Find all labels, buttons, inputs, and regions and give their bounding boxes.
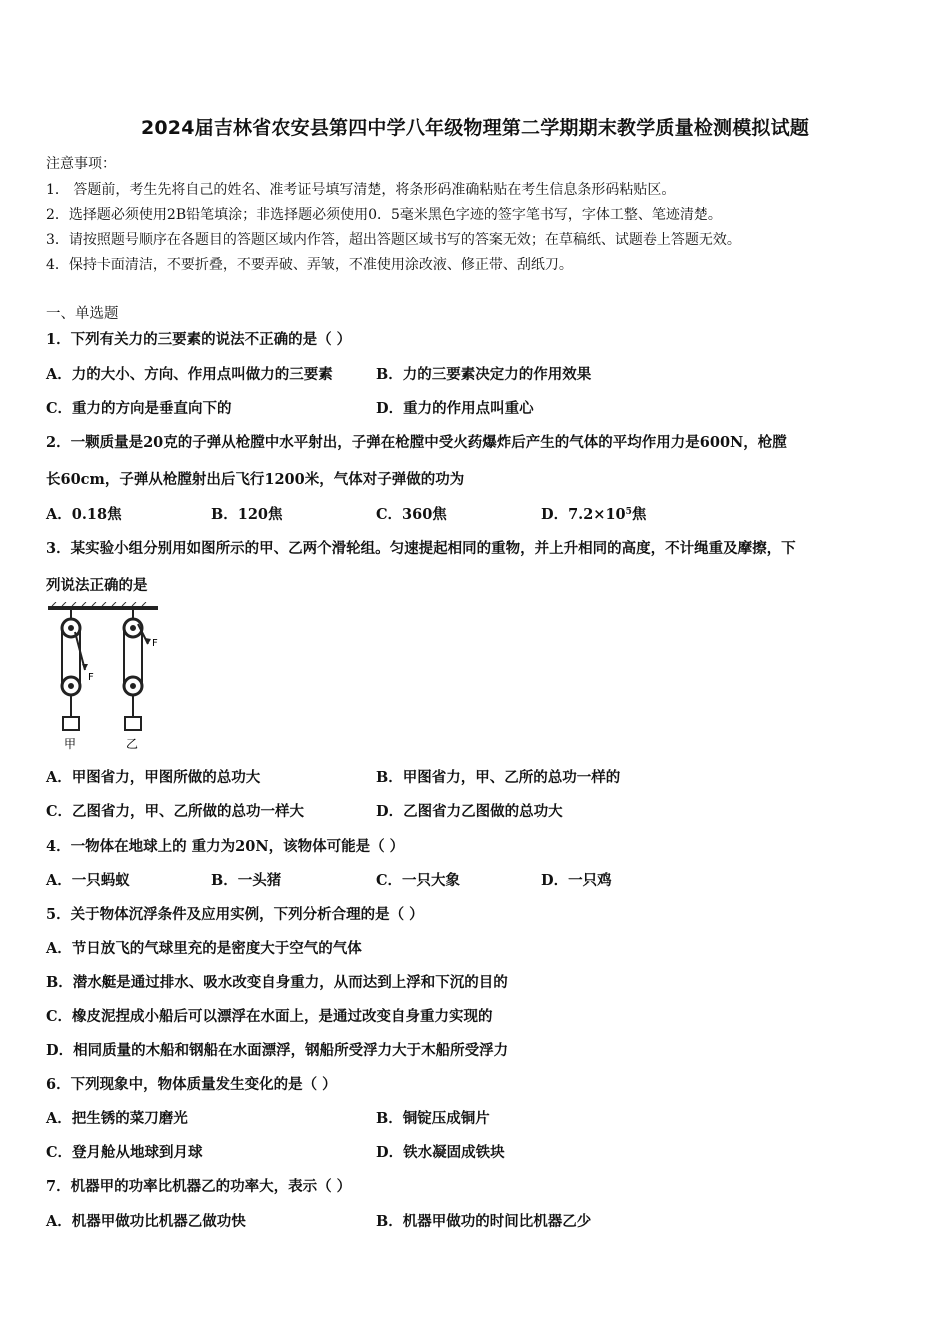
question-stem: 列说法正确的是 xyxy=(46,577,148,594)
pulley-set-yi xyxy=(124,610,151,730)
option-d: D．乙图省力乙图做的总功大 xyxy=(376,803,563,820)
option-d-unit: 焦 xyxy=(631,506,647,523)
notice-item: 1． 答题前，考生先将自己的姓名、准考证号填写清楚，将条形码准确粘贴在考生信息条形码粘贴区。 xyxy=(46,182,676,198)
question-stem: 4．一物体在地球上的 重力为20N，该物体可能是（ ） xyxy=(46,838,405,855)
option-a: A．把生锈的菜刀磨光 xyxy=(46,1110,188,1127)
option-d: D．铁水凝固成铁块 xyxy=(376,1144,505,1161)
option-c: C．橡皮泥捏成小船后可以漂浮在水面上，是通过改变自身重力实现的 xyxy=(46,1008,493,1025)
question-stem: 5．关于物体沉浮条件及应用实例，下列分析合理的是（ ） xyxy=(46,906,424,923)
option-b: B．铜锭压成铜片 xyxy=(376,1110,490,1127)
option-a: A．一只蚂蚁 xyxy=(46,872,130,889)
notice-item: 3．请按照题号顺序在各题目的答题区域内作答，超出答题区域书写的答案无效；在草稿纸、试题卷上答题无效。 xyxy=(46,232,741,248)
option-c: C．登月舱从地球到月球 xyxy=(46,1144,203,1161)
option-a: A．0.18焦 xyxy=(46,506,122,523)
section-heading: 一、单选题 xyxy=(46,306,119,322)
option-d: D．一只鸡 xyxy=(541,872,612,889)
question-stem: 3．某实验小组分别用如图所示的甲、乙两个滑轮组。匀速提起相同的重物，并上升相同的高度，不计绳重及摩擦，下 xyxy=(46,540,796,557)
option-c: C．乙图省力，甲、乙所做的总功一样大 xyxy=(46,803,305,820)
option-c: C．360焦 xyxy=(376,506,447,523)
option-d-base: D．7.2×10 xyxy=(541,506,626,523)
option-d-exponent: 5 xyxy=(625,507,632,517)
question-stem: 7．机器甲的功率比机器乙的功率大，表示（ ） xyxy=(46,1178,352,1195)
option-a: A．机器甲做功比机器乙做功快 xyxy=(46,1213,246,1230)
option-b: B．甲图省力，甲、乙所的总功一样的 xyxy=(376,769,621,786)
pulley-figure xyxy=(48,602,168,752)
option-b: B．力的三要素决定力的作用效果 xyxy=(376,366,592,383)
option-c: C．一只大象 xyxy=(376,872,461,889)
option-b: B．120焦 xyxy=(211,506,283,523)
option-d xyxy=(541,503,646,524)
question-stem: 长60cm，子弹从枪膛射出后飞行1200米，气体对子弹做的功为 xyxy=(46,471,465,488)
option-b: B．潜水艇是通过排水、吸水改变自身重力，从而达到上浮和下沉的目的 xyxy=(46,974,508,991)
option-a: A．节日放飞的气球里充的是密度大于空气的气体 xyxy=(46,940,362,957)
ceiling-hatch xyxy=(52,602,146,606)
option-c: C．重力的方向是垂直向下的 xyxy=(46,400,232,417)
option-a: A．甲图省力，甲图所做的总功大 xyxy=(46,769,261,786)
force-label-yi: F xyxy=(152,638,158,649)
option-d: D．重力的作用点叫重心 xyxy=(376,400,534,417)
page-title: 2024届吉林省农安县第四中学八年级物理第二学期期末教学质量检测模拟试题 xyxy=(140,117,810,139)
label-jia: 甲 xyxy=(64,737,77,751)
notice-item: 4．保持卡面清洁，不要折叠，不要弄破、弄皱，不准使用涂改液、修正带、刮纸刀。 xyxy=(46,257,573,273)
notice-item: 2．选择题必须使用2B铅笔填涂；非选择题必须使用0．5毫米黑色字迹的签字笔书写，字体工整、笔迹清楚。 xyxy=(46,207,722,223)
question-stem: 6．下列现象中，物体质量发生变化的是（ ） xyxy=(46,1076,337,1093)
option-d: D．相同质量的木船和钢船在水面漂浮，钢船所受浮力大于木船所受浮力 xyxy=(46,1042,509,1059)
option-b: B．机器甲做功的时间比机器乙少 xyxy=(376,1213,592,1230)
option-b: B．一头猪 xyxy=(211,872,282,889)
label-yi: 乙 xyxy=(126,737,139,751)
question-stem: 2．一颗质量是20克的子弹从枪膛中水平射出，子弹在枪膛中受火药爆炸后产生的气体的平均作用力是600N，枪膛 xyxy=(46,434,787,451)
notice-heading: 注意事项： xyxy=(46,156,116,172)
force-label-jia: F xyxy=(88,672,94,683)
pulley-set-jia xyxy=(62,610,88,730)
option-a: A．力的大小、方向、作用点叫做力的三要素 xyxy=(46,366,333,383)
question-stem: 1．下列有关力的三要素的说法不正确的是（ ） xyxy=(46,331,352,348)
ceiling xyxy=(48,606,158,610)
